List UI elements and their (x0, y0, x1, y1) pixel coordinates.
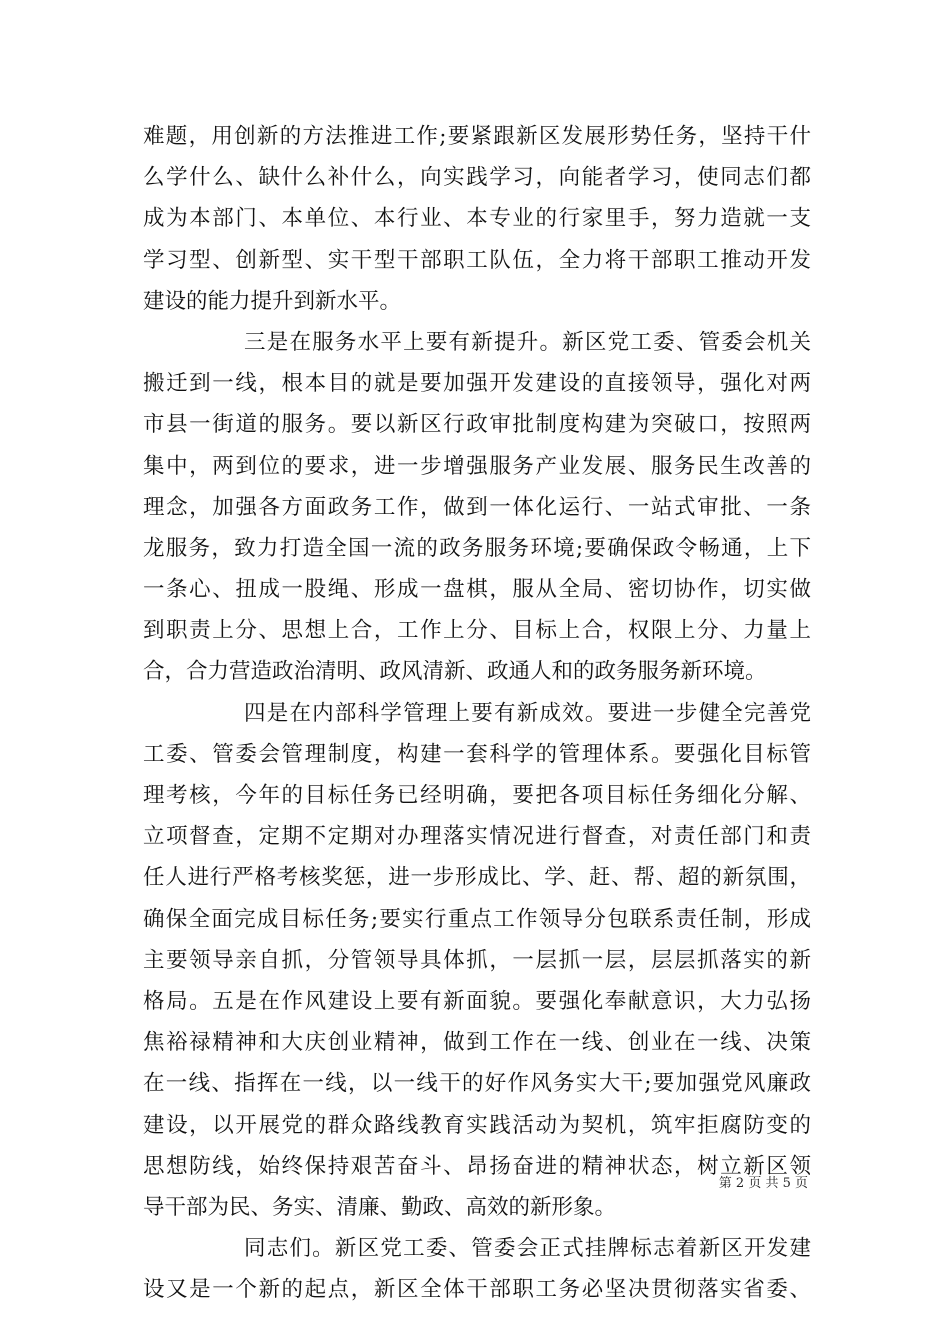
text-line: 难题，用创新的方法推进工作;要紧跟新区发展形势任务，坚持干什 (143, 124, 811, 149)
text-line: 确保全面完成目标任务;要实行重点工作领导分包联系责任制，形成 (143, 906, 811, 932)
text-line: 理念，加强各方面政务工作，做到一体化运行、一站式审批、一条 (143, 494, 811, 520)
text-line: 建设的能力提升到新水平。 (143, 288, 402, 314)
text-line: 龙服务，致力打造全国一流的政务服务环境;要确保政令畅通，上下 (143, 535, 811, 561)
text-line: 合，合力营造政治清明、政风清新、政通人和的政务服务新环境。 (143, 659, 767, 685)
text-line: 同志们。新区党工委、管委会正式挂牌标志着新区开发建 (244, 1236, 811, 1262)
text-line: 到职责上分、思想上合，工作上分、目标上合，权限上分、力量上 (143, 618, 811, 644)
text-line: 焦裕禄精神和大庆创业精神，做到工作在一线、创业在一线、决策 (143, 1030, 811, 1056)
text-line: 格局。五是在作风建设上要有新面貌。要强化奉献意识，大力弘扬 (143, 988, 811, 1014)
paragraph-2 (143, 322, 811, 693)
text-line: 市县一街道的服务。要以新区行政审批制度构建为突破口，按照两 (143, 412, 811, 438)
text-line: 集中，两到位的要求，进一步增强服务产业发展、服务民生改善的 (143, 453, 811, 479)
paragraph-3 (143, 693, 811, 1228)
text-line: 搬迁到一线，根本目的就是要加强开发建设的直接领导，强化对两 (143, 371, 811, 397)
text-line: 三是在服务水平上要有新提升。新区党工委、管委会机关 (244, 329, 811, 355)
document-body (143, 116, 811, 1310)
text-line: 工委、管委会管理制度，构建一套科学的管理体系。要强化目标管 (143, 741, 811, 767)
text-line: 思想防线，始终保持艰苦奋斗、昂扬奋进的精神状态，树立新区领 (143, 1153, 811, 1179)
text-line: 么学什么、缺什么补什么，向实践学习，向能者学习，使同志们都 (143, 165, 811, 191)
text-line: 立项督查，定期不定期对办理落实情况进行督查，对责任部门和责 (143, 824, 811, 850)
text-line: 四是在内部科学管理上要有新成效。要进一步健全完善党 (244, 700, 811, 726)
text-line: 成为本部门、本单位、本行业、本专业的行家里手，努力造就一支 (143, 206, 811, 232)
text-line: 任人进行严格考核奖惩，进一步形成比、学、赶、帮、超的新氛围， (143, 865, 811, 891)
text-line: 主要领导亲自抓，分管领导具体抓，一层抓一层，层层抓落实的新 (143, 947, 811, 973)
text-line: 设又是一个新的起点，新区全体干部职工务必坚决贯彻落实省委、 (143, 1277, 811, 1303)
text-line: 建设，以开展党的群众路线教育实践活动为契机，筑牢拒腐防变的 (143, 1112, 811, 1138)
paragraph-4 (143, 1228, 811, 1310)
page-number-footer: 第 2 页 共 5 页 (718, 1176, 808, 1191)
text-line: 导干部为民、务实、清廉、勤政、高效的新形象。 (143, 1194, 617, 1220)
text-line: 在一线、指挥在一线，以一线干的好作风务实大干;要加强党风廉政 (143, 1071, 811, 1097)
text-line: 一条心、扭成一股绳、形成一盘棋，服从全局、密切协作，切实做 (143, 577, 811, 603)
paragraph-1 (143, 116, 811, 322)
text-line: 学习型、创新型、实干型干部职工队伍，全力将干部职工推动开发 (143, 247, 811, 273)
text-line: 理考核，今年的目标任务已经明确，要把各项目标任务细化分解、 (143, 783, 811, 808)
